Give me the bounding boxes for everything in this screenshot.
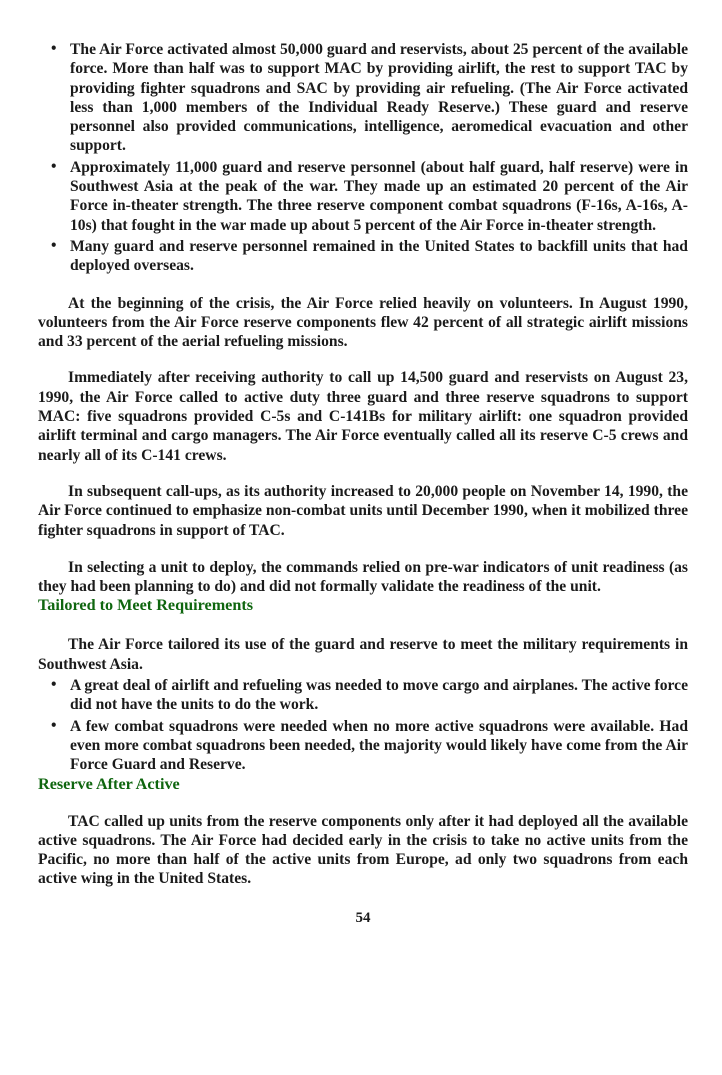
paragraph: The Air Force tailored its use of the guard and reserve to meet the military requirements in Southwest Asia. <box>38 636 688 673</box>
paragraph: TAC called up units from the reserve components only after it had deployed all the available active squadrons. The Air Force had decided early in the crisis to take no active units from the Pacific, no more than half of the active units from Europe, ad only two squadrons from each active wing in the United States. <box>38 812 688 888</box>
bullet-item <box>38 676 688 715</box>
section-heading-reserve: Reserve After Active <box>38 774 180 793</box>
paragraph: In subsequent call-ups, as its authority increased to 20,000 people on November 14, 1990, the Air Force continued to emphasize non-combat units until December 1990, when it mobilized three fighter squadrons in support of TAC. <box>38 482 688 539</box>
page-number: 54 <box>355 909 371 926</box>
paragraph: Immediately after receiving authority to call up 14,500 guard and reservists on August 23, 1990, the Air Force called to active duty three guard and three reserve squadrons to support MAC: five squadrons provided C-5s and C-141Bs for military airlift: one squadron provided airlift terminal and cargo managers. The Air Force eventually called all its reserve C-5 crews and nearly all of its C-141 crews. <box>38 369 688 464</box>
bullet-item <box>38 158 688 235</box>
paragraph: In selecting a unit to deploy, the commands relied on pre-war indicators of unit readiness (as they had been planning to do) and did not formally validate the readiness of the unit. <box>38 558 688 596</box>
bullet-text: A great deal of airlift and refueling was needed to move cargo and airplanes. The active force did not have the units to do the work. <box>70 677 688 714</box>
bullet-marker-icon: • <box>51 676 57 694</box>
bullet-marker-icon: • <box>51 40 57 57</box>
bullet-text: Many guard and reserve personnel remained in the United States to backfill units that had deployed overseas. <box>70 237 688 275</box>
tailored-bullet-list <box>38 676 688 774</box>
bullet-marker-icon: • <box>51 716 57 734</box>
section-heading-tailored: Tailored to Meet Requirements <box>38 596 254 615</box>
bullet-marker-icon: • <box>51 157 57 175</box>
bullet-text: The Air Force activated almost 50,000 guard and reservists, about 25 percent of the available force. More than half was to support MAC by providing airlift, the rest to support TAC by providing fighter squadrons and SAC by providing air refueling. (The Air Force activated less than 1,000 members of the Individual Ready Reserve.) These guard and reserve personnel also provided communications, intelligence, aeromedical evacuation and other support. <box>70 41 688 155</box>
bullet-item <box>38 717 688 775</box>
bullet-marker-icon: • <box>51 236 57 254</box>
bullet-text: A few combat squadrons were needed when no more active squadrons were available. Had even more combat squadrons been needed, the majority would likely have come from the Air Force Guard and Reserve. <box>70 717 688 774</box>
paragraph: At the beginning of the crisis, the Air Force relied heavily on volunteers. In August 1990, volunteers from the Air Force reserve components flew 42 percent of all strategic airlift missions and 33 percent of the aerial refueling missions. <box>38 294 688 351</box>
top-bullet-list <box>38 40 688 276</box>
bullet-text: Approximately 11,000 guard and reserve personnel (about half guard, half reserve) were in Southwest Asia at the peak of the war. They made up an estimated 20 percent of the Air Force in-theater strength. The three reserve component combat squadrons (F-16s, A-16s, A-10s) that fought in the war made up about 5 percent of the Air Force in-theater strength. <box>70 158 688 234</box>
bullet-item <box>38 237 688 276</box>
bullet-item <box>38 40 688 156</box>
